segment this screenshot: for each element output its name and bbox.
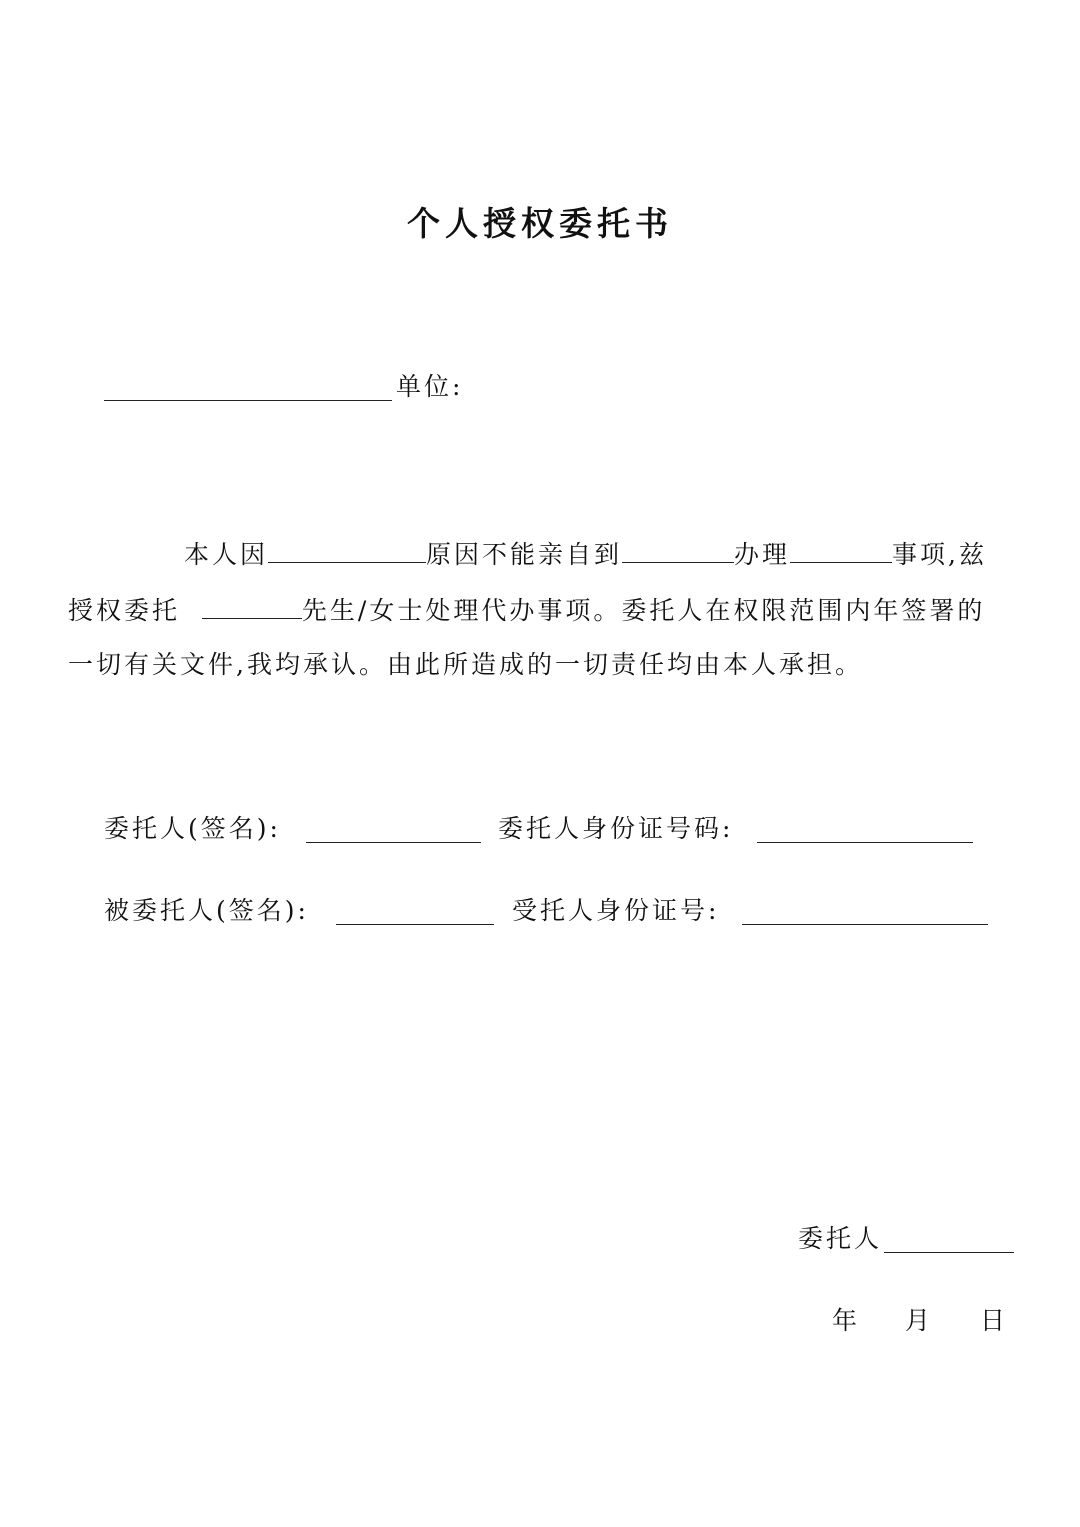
date-month: 月 (905, 1306, 934, 1335)
footer-principal-label: 委托人 (798, 1224, 883, 1253)
recipient-unit-blank[interactable] (104, 400, 392, 401)
date-year: 年 (832, 1306, 861, 1335)
body-line-1-part-4: 事项,兹 (892, 540, 987, 569)
recipient-unit-label: 单位: (396, 372, 464, 401)
matter-blank[interactable] (790, 540, 892, 563)
body-line-1-part-3: 办理 (734, 540, 791, 569)
agent-id-label: 受托人身份证号: (512, 896, 720, 925)
agent-id-blank[interactable] (742, 924, 988, 925)
agent-name-blank[interactable] (202, 596, 302, 619)
page-title: 个人授权委托书 (407, 204, 673, 243)
date-day: 日 (980, 1306, 1009, 1335)
body-line-1-part-2: 原因不能亲自到 (426, 540, 623, 569)
location-blank[interactable] (622, 540, 734, 563)
body-line-2 (68, 596, 985, 623)
body-line-3: 一切有关文件,我均承认。由此所造成的一切责任均由本人承担。 (68, 650, 863, 679)
agent-sign-blank[interactable] (336, 924, 494, 925)
footer-principal-blank[interactable] (884, 1252, 1014, 1253)
body-line-1 (184, 540, 987, 567)
principal-id-blank[interactable] (757, 842, 973, 843)
body-line-2-part-1: 授权委托 (68, 596, 181, 625)
body-line-1-part-1: 本人因 (184, 540, 269, 569)
agent-sign-label: 被委托人(签名): (104, 896, 309, 925)
principal-sign-label: 委托人(签名): (104, 814, 281, 843)
reason-blank[interactable] (268, 540, 426, 563)
principal-id-label: 委托人身份证号码: (498, 814, 734, 843)
body-line-2-part-2: 先生/女士处理代办事项。委托人在权限范围内年签署的 (301, 596, 986, 625)
principal-sign-blank[interactable] (306, 842, 481, 843)
